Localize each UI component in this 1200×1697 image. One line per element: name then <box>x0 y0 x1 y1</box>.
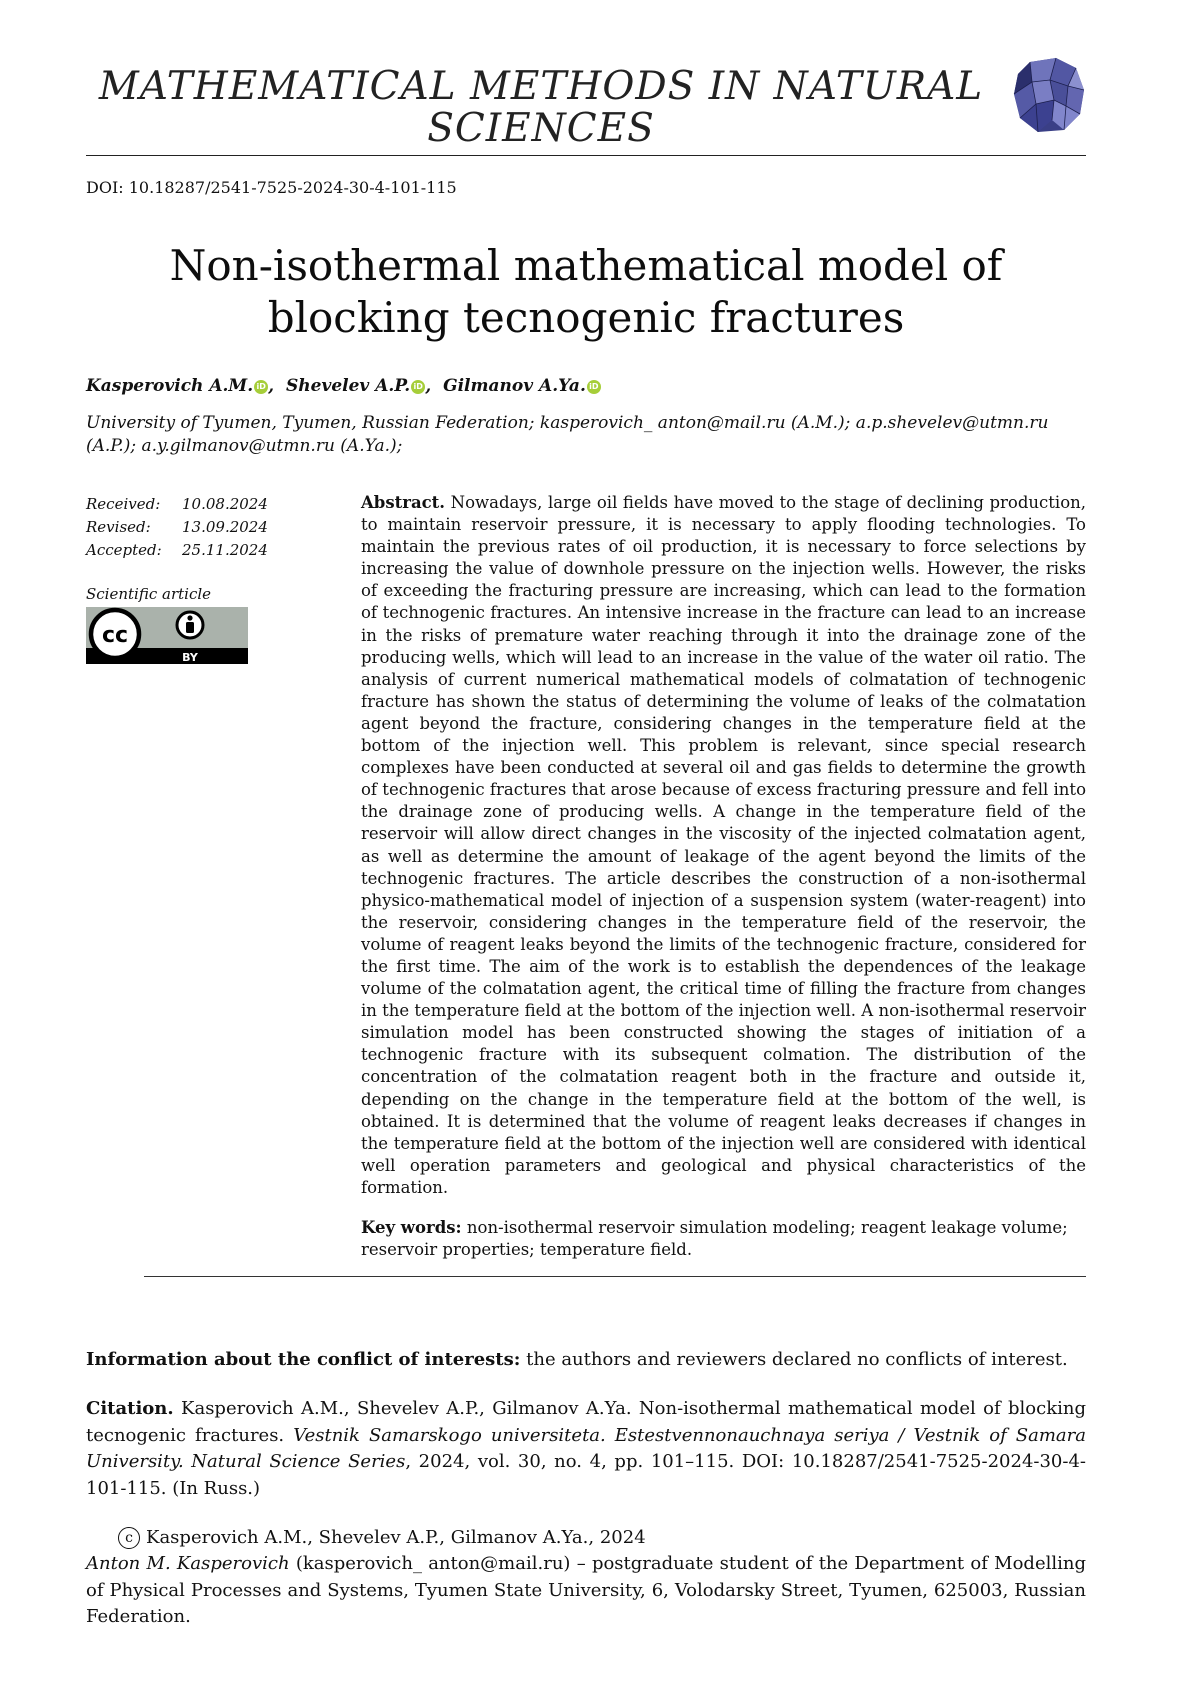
copyright-icon: c <box>118 1527 140 1549</box>
abstract <box>361 492 1086 1199</box>
author-list: Kasperovich A.M. iD , Shevelev A.P. iD , Gilmanov A.Ya. iD <box>86 376 601 396</box>
citation-text: Kasperovich A.M., Shevelev A.P., Gilmanov A.Ya. Non-isothermal mathematical model of blocking tecnogenic fractures. <box>86 1398 1086 1446</box>
affiliation: University of Tyumen, Tyumen, Russian Federation; kasperovich_ anton@mail.ru (A.M.); a.p.shevelev@utmn.ru (A.P.); a.y.gilmanov@utmn.ru (A.Ya.); <box>86 413 1049 456</box>
article-dates <box>86 493 268 562</box>
date-value: 25.11.2024 <box>182 541 268 559</box>
author-info-name: Anton M. Kasperovich <box>86 1553 290 1574</box>
orcid-icon[interactable]: iD <box>587 380 601 394</box>
header-divider <box>86 155 1086 156</box>
abstract-label: Abstract. <box>361 493 446 512</box>
conflict-of-interest <box>86 1347 1086 1373</box>
author-name: Kasperovich A.M. <box>86 376 254 396</box>
author-info-text: (kasperovich_ anton@mail.ru) – postgraduate student of the Department of Modelling of Physical Processes and Systems, Tyumen State University, 6, Volodarsky Street, Tyumen, 625003, Russian Federation. <box>86 1553 1086 1627</box>
journal-crystal-logo-icon <box>1010 56 1086 134</box>
abstract-divider <box>144 1276 1086 1277</box>
citation-journal: Vestnik Samarskogo universiteta. Estestvennonauchnaya seriya / Vestnik of Samara University. Natural Science Series <box>86 1424 1086 1472</box>
citation <box>86 1396 1086 1502</box>
article-type: Scientific article <box>86 585 212 603</box>
date-label: Received: <box>86 495 161 513</box>
orcid-icon[interactable]: iD <box>411 380 425 394</box>
article-title: Non-isothermal mathematical model of blocking tecnogenic fractures <box>169 241 1003 342</box>
citation-details: , 2024, vol. 30, no. 4, pp. 101–115. DOI: 10.18287/2541-7525-2024-30-4-101-115. (In Russ.) <box>86 1451 1086 1499</box>
date-label: Revised: <box>86 518 151 536</box>
copyright-line <box>118 1525 646 1551</box>
author-name: Shevelev A.P. <box>286 376 411 396</box>
author-info <box>86 1551 1086 1631</box>
date-value: 13.09.2024 <box>182 518 268 536</box>
cc-by-license-icon[interactable] <box>86 607 248 664</box>
conflict-text: the authors and reviewers declared no conflicts of interest. <box>526 1349 1068 1370</box>
abstract-text: Nowadays, large oil fields have moved to the stage of declining production, to maintain reservoir pressure, it is necessary to apply flooding technologies. To maintain the previous rates of oil production, it is necessary to force selections by increasing the value of downhole pressure on the injection wells. However, the risks of exceeding the fracturing pressure are increasing, which can lead to the formation of technogenic fractures. An intensive increase in the fracture can lead to an increase in the risks of premature water reaching through it into the drainage zone of the producing wells, which will lead to an increase in the value of the water oil ratio. The analysis of current numerical mathematical models of colmatation of technogenic fracture has shown the status of determining the volume of leaks of the colmatation agent beyond the fracture, considering changes in the temperature field at the bottom of the injection well. This problem is relevant, since special research complexes have been conducted at several oil and gas fields to determine the growth of technogenic fractures that arose because of excess fracturing pressure and fell into the drainage zone of producing wells. A change in the temperature field of the reservoir will allow direct changes in the viscosity of the injected colmatation agent, as well as determine the amount of leakage of the agent beyond the limits of the technogenic fractures. The article describes the construction of a non-isothermal physico-mathematical model of injection of a suspension system (water-reagent) into the reservoir, considering changes in the temperature field of the reservoir, the volume of reagent leaks beyond the limits of the technogenic fracture, considered for the first time. The aim of the work is to establish the dependences of the leakage volume of the colmatation agent, the critical time of filling the fracture from changes in the temperature field at the bottom of the injection well. A non-isothermal reservoir simulation model has been constructed showing the stages of initiation of a technogenic fracture with its subsequent colmation. The distribution of the concentration of the colmatation reagent both in the fracture and outside it, depending on the change in the temperature field at the bottom of the well, is obtained. It is determined that the volume of reagent leaks decreases if changes in the temperature field at the bottom of the injection well are considered with identical well operation parameters and geological and physical characteristics of the formation. <box>361 493 1087 1197</box>
date-label: Accepted: <box>86 541 162 559</box>
journal-title: MATHEMATICAL METHODS IN NATURAL SCIENCES <box>98 64 984 151</box>
citation-label: Citation. <box>86 1398 174 1419</box>
date-received <box>86 493 268 516</box>
date-accepted <box>86 539 268 562</box>
author-name: Gilmanov A.Ya. <box>443 376 586 396</box>
journal-header <box>86 56 1086 156</box>
conflict-label: Information about the conflict of interests: <box>86 1349 521 1370</box>
doi-line: DOI: 10.18287/2541-7525-2024-30-4-101-115 <box>86 178 457 197</box>
keywords <box>361 1217 1086 1261</box>
date-revised <box>86 516 268 539</box>
date-value: 10.08.2024 <box>182 495 268 513</box>
orcid-icon[interactable]: iD <box>254 380 268 394</box>
by-label: BY <box>182 651 198 664</box>
keywords-text: non-isothermal reservoir simulation modeling; reagent leakage volume; reservoir properties; temperature field. <box>361 1218 1068 1259</box>
cc-label: cc <box>101 623 129 648</box>
keywords-label: Key words: <box>361 1218 462 1237</box>
copyright-text: Kasperovich A.M., Shevelev A.P., Gilmanov A.Ya., 2024 <box>146 1527 646 1548</box>
